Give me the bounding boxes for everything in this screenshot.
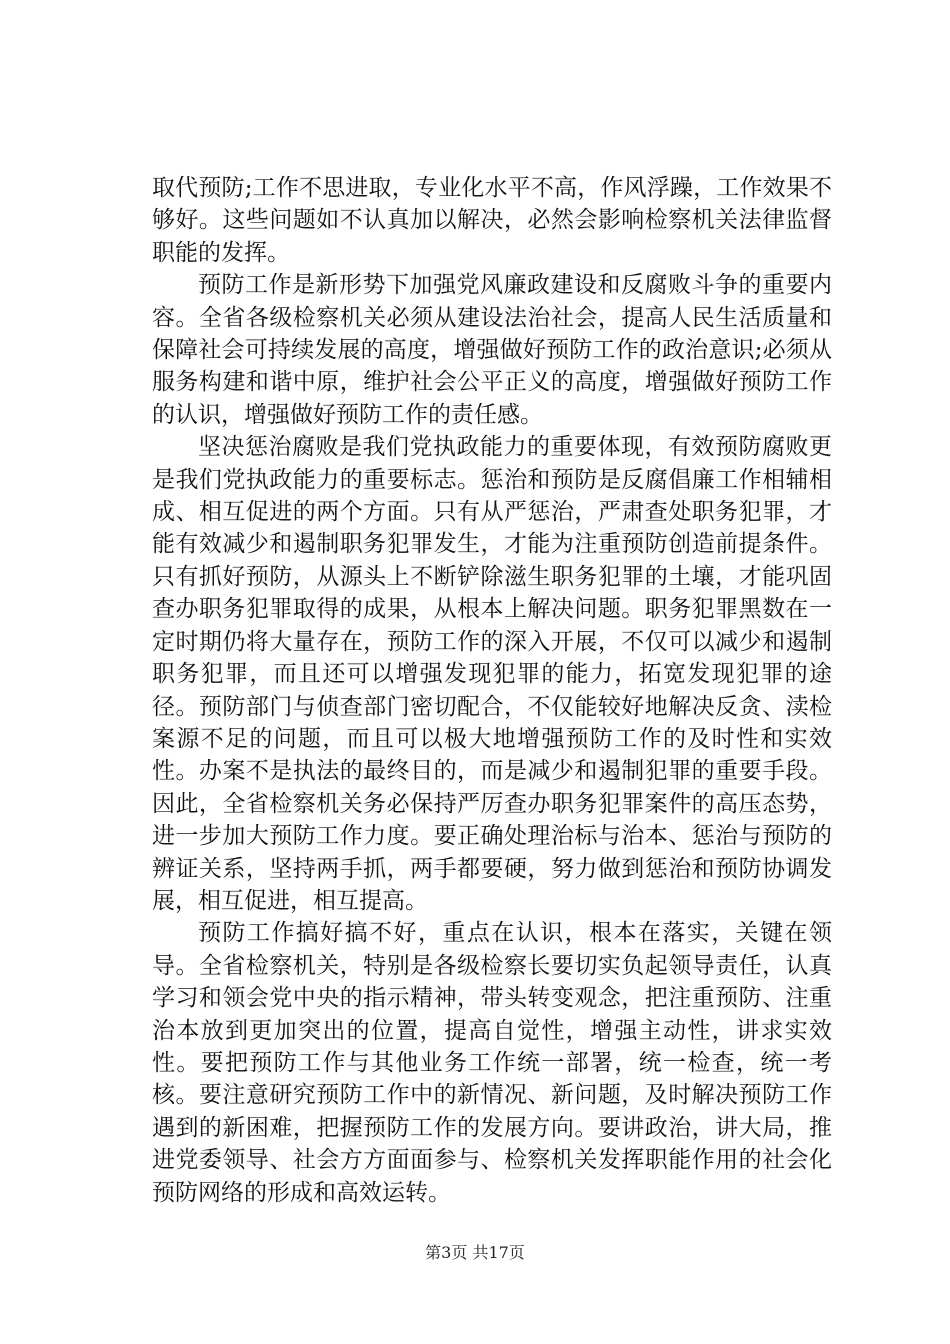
paragraph-3: 坚决惩治腐败是我们党执政能力的重要体现，有效预防腐败更是我们党执政能力的重要标志。惩治和预防是反腐倡廉工作相辅相成、相互促进的两个方面。只有从严惩治，严肃查处职务犯罪，才能有效减少和遏制职务犯罪发生，才能为注重预防创造前提条件。只有抓好预防，从源头上不断铲除滋生职务犯罪的土壤，才能巩固查办职务犯罪取得的成果，从根本上解决问题。职务犯罪黑数在一定时期仍将大量存在，预防工作的深入开展，不仅可以减少和遏制职务犯罪，而且还可以增强发现犯罪的能力，拓宽发现犯罪的途径。预防部门与侦查部门密切配合，不仅能较好地解决反贪、渎检案源不足的问题，而且可以极大地增强预防工作的及时性和实效性。办案不是执法的最终目的，而是减少和遏制犯罪的重要手段。因此，全省检察机关务必保持严厉查办职务犯罪案件的高压态势，进一步加大预防工作力度。要正确处理治标与治本、惩治与预防的辨证关系，坚持两手抓，两手都要硬，努力做到惩治和预防协调发展，相互促进，相互提高。: [152, 434, 832, 914]
paragraph-4: 预防工作搞好搞不好，重点在认识，根本在落实，关键在领导。全省检察机关，特别是各级检察长要切实负起领导责任，认真学习和领会党中央的指示精神，带头转变观念，把注重预防、注重治本放到更加突出的位置，提高自觉性，增强主动性，讲求实效性。要把预防工作与其他业务工作统一部署，统一检查，统一考核。要注意研究预防工作中的新情况、新问题，及时解决预防工作遇到的新困难，把握预防工作的发展方向。要讲政治，讲大局，推进党委领导、社会方方面面参与、检察机关发挥职能作用的社会化预防网络的形成和高效运转。: [152, 920, 832, 1206]
body-text: [152, 172, 832, 1209]
page-footer: [0, 1242, 950, 1264]
paragraph-1: 取代预防;工作不思进取，专业化水平不高，作风浮躁，工作效果不够好。这些问题如不认真加以解决，必然会影响检察机关法律监督职能的发挥。: [152, 175, 832, 266]
page-number-label: 第3页 共17页: [425, 1243, 525, 1262]
paragraph-2: 预防工作是新形势下加强党风廉政建设和反腐败斗争的重要内容。全省各级检察机关必须从建设法治社会，提高人民生活质量和保障社会可持续发展的高度，增强做好预防工作的政治意识;必须从服务构建和谐中原，维护社会公平正义的高度，增强做好预防工作的认识，增强做好预防工作的责任感。: [152, 272, 832, 428]
